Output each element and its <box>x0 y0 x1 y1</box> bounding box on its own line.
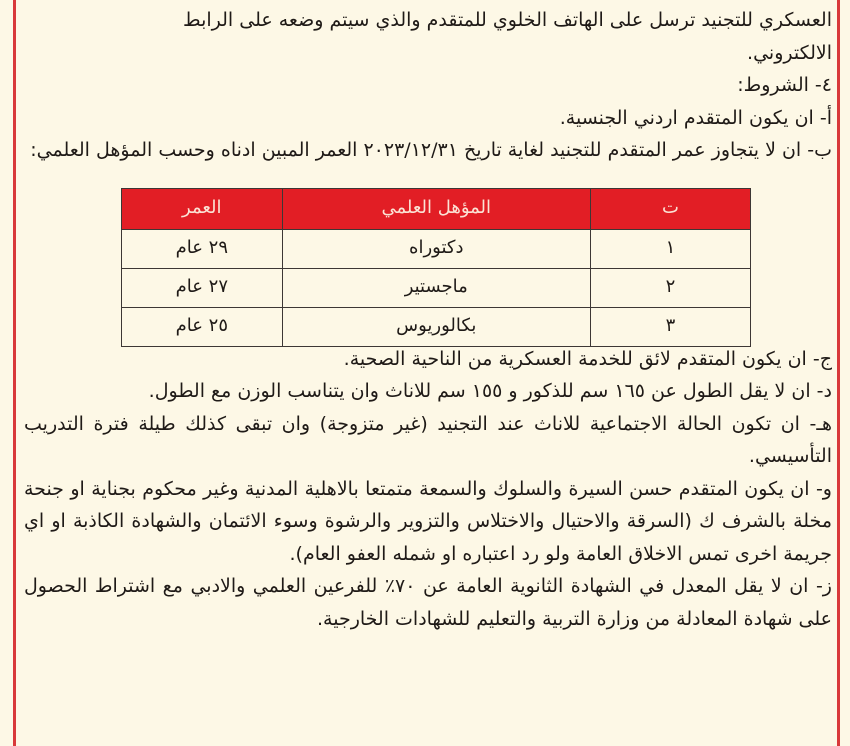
table-row <box>122 268 751 307</box>
header-qualification: المؤهل العلمي <box>282 188 590 229</box>
cell-index: ١ <box>590 229 750 268</box>
condition-d: د- ان لا يقل الطول عن ١٦٥ سم للذكور و ١٥٥ سم للاناث وان يتناسب الوزن مع الطول. <box>148 380 832 402</box>
table-row <box>122 307 751 346</box>
intro-line: العسكري للتجنيد ترسل على الهاتف الخلوي للمتقدم والذي سيتم وضعه على الرابط <box>183 9 832 31</box>
table-header-row <box>122 188 751 229</box>
cell-index: ٣ <box>590 307 750 346</box>
cell-age: ٢٧ عام <box>122 268 283 307</box>
condition-c: ج- ان يكون المتقدم لائق للخدمة العسكرية من الناحية الصحية. <box>343 347 832 370</box>
header-age: العمر <box>122 188 283 229</box>
cell-qualification: دكتوراه <box>282 229 590 268</box>
cell-age: ٢٥ عام <box>122 307 283 346</box>
section-heading: ٤- الشروط: <box>737 74 832 96</box>
age-table-container <box>24 167 832 343</box>
condition-f: و- ان يكون المتقدم حسن السيرة والسلوك والسمعة متمتعا بالاهلية المدنية وغير محكوم بجناية او جنحة مخلة بالشرف ك (السرقة والاحتيال والاختلاس والتزوير والرشوة وسوء الائتمان والشهادة الكاذبة او اي جريمة اخرى تمس الاخلاق العامة ولو رد اعتباره او شمله العفو العام). <box>24 477 832 565</box>
condition-g: ز- ان لا يقل المعدل في الشهادة الثانوية العامة عن ٧٠٪ للفرعين العلمي والادبي مع اشتراط الحصول على شهادة المعادلة من وزارة التربية والتعليم للشهادات الخارجية. <box>24 575 832 630</box>
cell-index: ٢ <box>590 268 750 307</box>
document-body <box>24 4 832 635</box>
intro-line: الالكتروني. <box>747 41 832 64</box>
header-index: ت <box>590 188 750 229</box>
condition-e: هـ- ان تكون الحالة الاجتماعية للاناث عند التجنيد (غير متزوجة) وان تبقى كذلك طيلة فترة التدريب التأسيسي. <box>24 412 832 467</box>
condition-b: ب- ان لا يتجاوز عمر المتقدم للتجنيد لغاية تاريخ ٢٠٢٣/١٢/٣١ العمر المبين ادناه وحسب المؤهل العلمي: <box>30 139 832 161</box>
cell-qualification: بكالوريوس <box>282 307 590 346</box>
cell-qualification: ماجستير <box>282 268 590 307</box>
cell-age: ٢٩ عام <box>122 229 283 268</box>
table-row <box>122 229 751 268</box>
condition-a: أ- ان يكون المتقدم اردني الجنسية. <box>559 106 832 129</box>
age-qualification-table <box>121 188 751 347</box>
